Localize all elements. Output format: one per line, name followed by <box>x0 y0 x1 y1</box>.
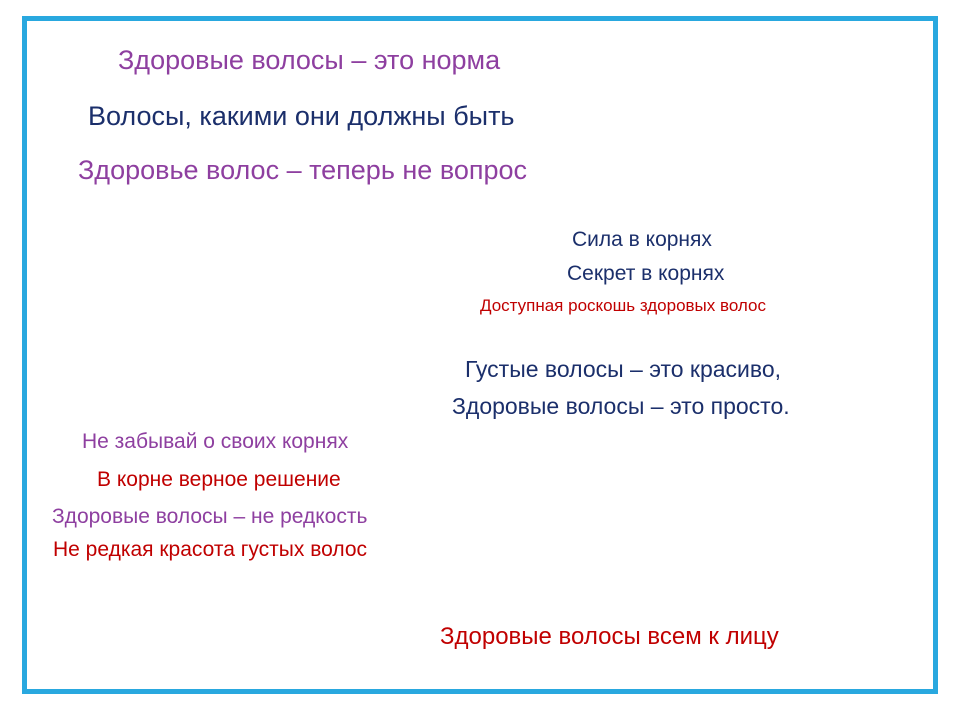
slogan-thick-hair-line1: Густые волосы – это красиво, <box>465 356 782 382</box>
slogan-not-rare: Здоровые волосы – не редкость <box>52 505 368 528</box>
slogan-rare-beauty: Не редкая красота густых волос <box>53 538 368 561</box>
headline-2: Волосы, какими они должны быть <box>88 101 515 131</box>
slogan-strength-roots: Сила в корнях <box>572 228 712 251</box>
slogan-secret-roots: Секрет в корнях <box>567 262 725 285</box>
headline-3: Здоровье волос – теперь не вопрос <box>78 155 528 185</box>
slogan-suits-everyone: Здоровые волосы всем к лицу <box>440 623 779 650</box>
headline-1: Здоровые волосы – это норма <box>118 45 501 75</box>
slogan-affordable-luxury: Доступная роскошь здоровых волос <box>480 296 766 315</box>
slogan-thick-hair-line2: Здоровые волосы – это просто. <box>452 393 790 419</box>
slogan-right-decision: В корне верное решение <box>97 468 341 491</box>
slogan-remember-roots: Не забывай о своих корнях <box>82 430 349 453</box>
